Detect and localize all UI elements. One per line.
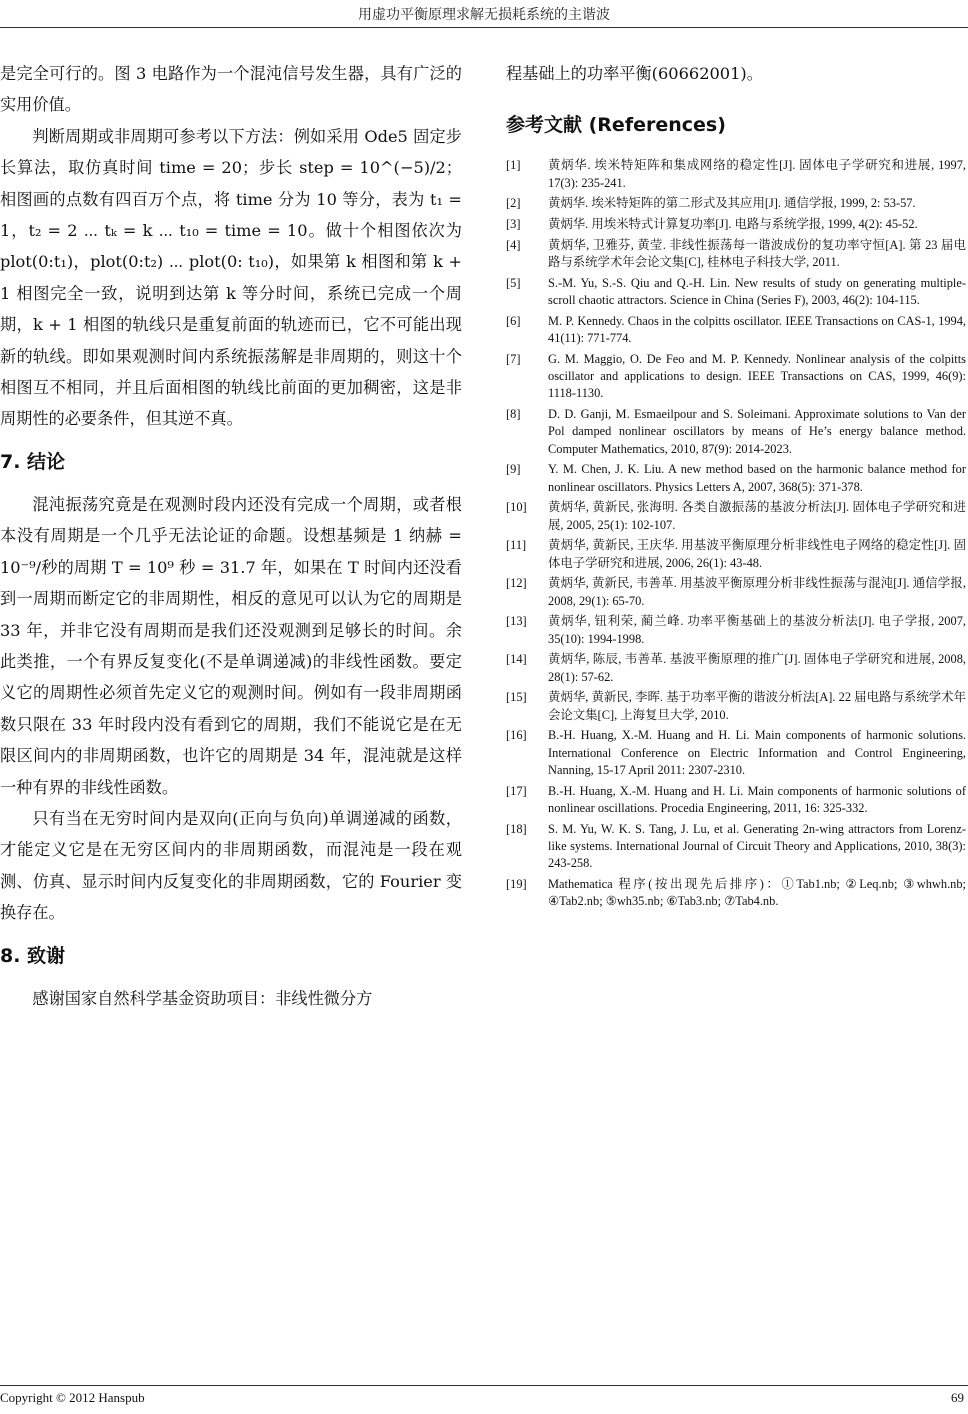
reference-item	[506, 689, 966, 723]
reference-number: [15]	[506, 690, 527, 705]
reference-item	[506, 313, 966, 347]
reference-number: [8]	[506, 407, 521, 422]
reference-number: [3]	[506, 217, 521, 232]
reference-list	[506, 157, 966, 910]
reference-item	[506, 351, 966, 403]
reference-text: G. M. Maggio, O. De Feo and M. P. Kennedy. Nonlinear analysis of the colpitts oscillator and applications to design. IEEE Transactions on CAS, 1999, 46(9): 1118-1130.	[548, 352, 966, 401]
reference-number: [19]	[506, 876, 527, 891]
reference-item	[506, 727, 966, 779]
paragraph-periodicity-method: 判断周期或非周期可参考以下方法：例如采用 Ode5 固定步长算法，取仿真时间 time = 20；步长 step = 10^(−5)/2；相图画的点数有四百万个点，将 time 分为 10 等分，表为 t₁ = 1，t₂ = 2 ⋯ tₖ = k ⋯ t₁₀ = time = 10。做十个相图依次为 plot(0:t₁)，plot(0:t₂) ⋯ plot(0: t₁₀)，如果第 k 相图和第 k + 1 相图完全一致，说明到达第 k 等分时间，系统已完成一个周期，k + 1 相图的轨线只是重复前面的轨迹而已，它不可能出现新的轨线。即如果观测时间内系统振荡解是非周期的，则这十个相图互不相同，并且后面相图的轨线比前面的更加稠密，这是非周期性的必要条件，但其逆不真。	[0, 126, 462, 429]
paragraph-acknowledgement: 感谢国家自然科学基金资助项目：非线性微分方	[32, 988, 373, 1008]
reference-number: [9]	[506, 462, 521, 477]
reference-text: Y. M. Chen, J. K. Liu. A new method based on the harmonic balance method for nonlinear oscillators. Physics Letters A, 2007, 368(5): 371-378.	[548, 462, 966, 494]
reference-item	[506, 613, 966, 647]
right-column	[506, 58, 966, 914]
reference-number: [16]	[506, 728, 527, 743]
reference-text: 黄炳华, 黄新民, 王庆华. 用基波平衡原理分析非线性电子网络的稳定性[J]. 固体电子学研究和进展, 2006, 26(1): 43-48.	[548, 538, 966, 570]
reference-item	[506, 406, 966, 458]
paragraph-conclusion-1: 混沌振荡究竟是在观测时段内还没有完成一个周期，或者根本没有周期是一个几乎无法论证的命题。设想基频是 1 纳赫 = 10⁻⁹/秒的周期 T = 10⁹ 秒 = 31.7 年，如果在 T 时间内还没看到一周期而断定它的非周期性，相反的意见可以认为它的周期是 33 年，并非它没有周期而是我们还没观测到足够长的时间。余此类推，一个有界反复变化(不是单调递减)的非线性函数。要定义它的周期性必须首先定义它的观测时间。例如有一段非周期函数只限在 33 年时段内没有看到它的周期，我们不能说它是在无限区间内的非周期函数，也许它的周期是 34 年，混沌就是这样一种有界的非线性函数。	[0, 494, 462, 797]
reference-text: 黄炳华, 黄新民, 韦善革. 用基波平衡原理分析非线性振荡与混沌[J]. 通信学报, 2008, 29(1): 65-70.	[548, 576, 966, 608]
reference-number: [18]	[506, 821, 527, 836]
reference-item	[506, 499, 966, 533]
reference-number: [5]	[506, 276, 521, 290]
paragraph-continuation: 是完全可行的。图 3 电路作为一个混沌信号发生器，具有广泛的实用价值。	[0, 64, 462, 115]
header-rule	[0, 27, 968, 28]
reference-item	[506, 237, 966, 271]
reference-text: 黄炳华, 黄新民, 张海明. 各类自激振荡的基波分析法[J]. 固体电子学研究和进展, 2005, 25(1): 102-107.	[548, 500, 966, 532]
reference-item	[506, 537, 966, 571]
reference-text: 黄炳华, 钮利荣, 蔺兰峰. 功率平衡基础上的基波分析法[J]. 电子学报, 2007, 35(10): 1994-1998.	[548, 614, 966, 646]
reference-number: [4]	[506, 238, 521, 252]
reference-item	[506, 575, 966, 609]
reference-text: 黄炳华, 卫雅芬, 黄莹. 非线性振荡每一谐波成份的复功率守恒[A]. 第 23 届电路与系统学术年会论文集[C], 桂林电子科技大学, 2011.	[548, 238, 966, 270]
reference-text: 黄炳华. 用埃米特式计算复功率[J]. 电路与系统学报, 1999, 4(2): 45-52.	[548, 217, 918, 232]
reference-number: [2]	[506, 196, 521, 211]
paragraph-acknowledgement-continued: 程基础上的功率平衡(60662001)。	[506, 64, 763, 83]
reference-text: Mathematica 程序(按出现先后排序)：①Tab1.nb; ②Leq.nb; ③whwh.nb; ④Tab2.nb; ⑤wh35.nb; ⑥Tab3.nb; ⑦Tab4.nb.	[548, 876, 966, 909]
reference-text: S.-M. Yu, S.-S. Qiu and Q.-H. Lin. New results of study on generating multiple-scroll chaotic attractors. Science in China (Series F), 2003, 46(2): 104-115.	[548, 276, 966, 308]
reference-text: M. P. Kennedy. Chaos in the colpitts oscillator. IEEE Transactions on CAS-1, 1994, 41(11): 771-774.	[548, 314, 966, 346]
footer-copyright: Copyright © 2012 Hanspub	[0, 1390, 145, 1405]
reference-text: 黄炳华. 埃米特矩阵和集成网络的稳定性[J]. 固体电子学研究和进展, 1997, 17(3): 235-241.	[548, 158, 966, 190]
reference-item	[506, 821, 966, 873]
reference-text: S. M. Yu, W. K. S. Tang, J. Lu, et al. Generating 2n-wing attractors from Lorenz-like systems. International Journal of Circuit Theory and Applications, 2010, 38(3): 243-258.	[548, 821, 966, 871]
reference-text: 黄炳华, 黄新民, 李晖. 基于功率平衡的谐波分析法[A]. 22 届电路与系统学术年会论文集[C], 上海复旦大学, 2010.	[548, 690, 966, 722]
reference-text: 黄炳华. 埃米特矩阵的第二形式及其应用[J]. 通信学报, 1999, 2: 53-57.	[548, 196, 916, 211]
reference-item	[506, 157, 966, 191]
reference-text: B.-H. Huang, X.-M. Huang and H. Li. Main components of harmonic solutions of nonlinear oscillations. Procedia Engineering, 2011, 16: 325-332.	[548, 783, 966, 815]
reference-number: [13]	[506, 614, 527, 629]
section-heading-conclusion: 7. 结论	[0, 450, 66, 473]
reference-item	[506, 275, 966, 309]
left-column	[0, 58, 462, 1014]
reference-text: 黄炳华, 陈辰, 韦善革. 基波平衡原理的推广[J]. 固体电子学研究和进展, 2008, 28(1): 57-62.	[548, 652, 966, 684]
reference-text: D. D. Ganji, M. Esmaeilpour and S. Soleimani. Approximate solutions to Van der Pol damped nonlinear oscillators by means of He’s energy balance method. Computer Mathematics, 2010, 87(9): 2014-2023.	[548, 407, 966, 456]
footer-page-number: 69	[951, 1390, 964, 1405]
reference-number: [10]	[506, 500, 527, 515]
reference-item	[506, 876, 966, 910]
reference-number: [14]	[506, 652, 527, 667]
reference-item	[506, 651, 966, 685]
reference-item	[506, 783, 966, 817]
reference-number: [11]	[506, 538, 527, 553]
reference-number: [17]	[506, 783, 527, 798]
section-heading-acknowledgement: 8. 致谢	[0, 944, 66, 967]
reference-number: [12]	[506, 576, 527, 591]
reference-number: [1]	[506, 158, 521, 173]
running-header: 用虚功平衡原理求解无损耗系统的主谐波	[358, 7, 610, 23]
reference-number: [6]	[506, 314, 521, 328]
reference-number: [7]	[506, 352, 521, 366]
footer-rule	[0, 1385, 968, 1386]
references-heading: 参考文献 (References)	[506, 114, 726, 137]
reference-item	[506, 216, 966, 233]
reference-item	[506, 195, 966, 212]
reference-item	[506, 461, 966, 495]
paragraph-conclusion-2: 只有当在无穷时间内是双向(正向与负向)单调递减的函数，才能定义它是在无穷区间内的非周期函数，而混沌是一段在观测、仿真、显示时间内反复变化的非周期函数，它的 Fourier 变换存在。	[0, 808, 462, 923]
reference-text: B.-H. Huang, X.-M. Huang and H. Li. Main components of harmonic solutions. International Conference on Electric Information and Control Engineering, Nanning, 15-17 April 2011: 2307-2310.	[548, 728, 966, 777]
